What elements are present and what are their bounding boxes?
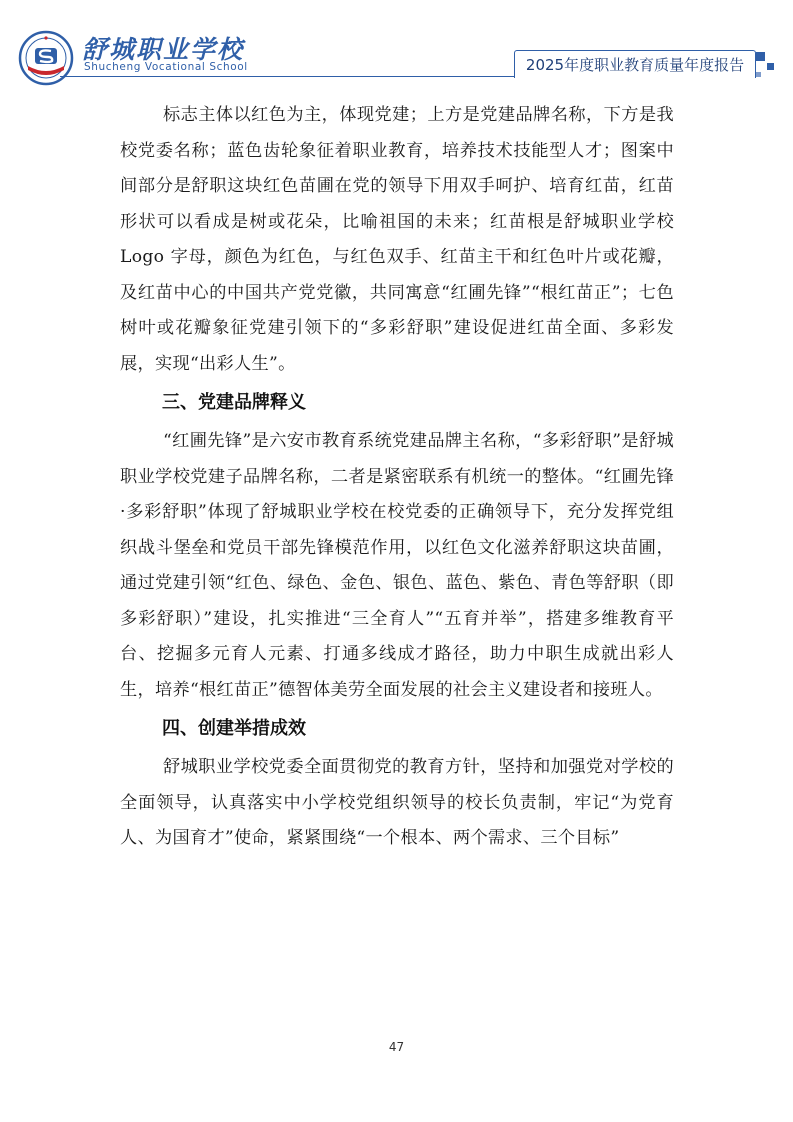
page-number: 47 xyxy=(388,1040,405,1054)
section-heading-brand-meaning: 三、党建品牌释义 xyxy=(162,392,306,413)
paragraph-logo-description: 标志主体以红色为主，体现党建；上方是党建品牌名称，下方是我校党委名称；蓝色齿轮象征着职业教育，培养技术技能型人才；图案中间部分是舒职这块红色苗圃在党的领导下用双手呵护、培育红苗，红苗形状可以看成是树或花朵，比喻祖国的未来；红苗根是舒城职业学校 Logo 字母，颜色为红色，与红色双手、红苗主干和红色叶片或花瓣，及红苗中心的中国共产党党徽，共同寓意“红圃先锋”“根红苗正”；七色树叶或花瓣象征党建引领下的“多彩舒职”建设促进红苗全面、多彩发展，实现“出彩人生”。 xyxy=(120,105,674,374)
document-body xyxy=(120,98,674,857)
report-title: 2025年度职业教育质量年度报告 xyxy=(514,50,756,78)
paragraph-brand-meaning: “红圃先锋”是六安市教育系统党建品牌主名称，“多彩舒职”是舒城职业学校党建子品牌名称，二者是紧密联系有机统一的整体。“红圃先锋·多彩舒职”体现了舒城职业学校在校党委的正确领导下，充分发挥党组织战斗堡垒和党员干部先锋模范作用，以红色文化滋养舒职这块苗圃，通过党建引领“红色、绿色、金色、银色、蓝色、紫色、青色等舒职（即多彩舒职）”建设，扎实推进“三全育人”“五育并举”，搭建多维教育平台、挖掘多元育人元素、打通多线成才路径，助力中职生成就出彩人生，培养“根红苗正”德智体美劳全面发展的社会主义建设者和接班人。 xyxy=(120,431,674,700)
school-emblem-icon xyxy=(18,30,74,86)
corner-squares-decoration xyxy=(756,52,780,76)
school-name-en: Shucheng Vocational School xyxy=(84,61,248,73)
paragraph-measures: 舒城职业学校党委全面贯彻党的教育方针，坚持和加强党对学校的全面领导，认真落实中小学校党组织领导的校长负责制，牢记“为党育人、为国育才”使命，紧紧围绕“一个根本、两个需求、三个目标” xyxy=(120,757,674,848)
page-header xyxy=(0,0,793,90)
section-heading-measures: 四、创建举措成效 xyxy=(162,718,306,739)
school-name-cn: 舒城职业学校 xyxy=(82,35,245,64)
